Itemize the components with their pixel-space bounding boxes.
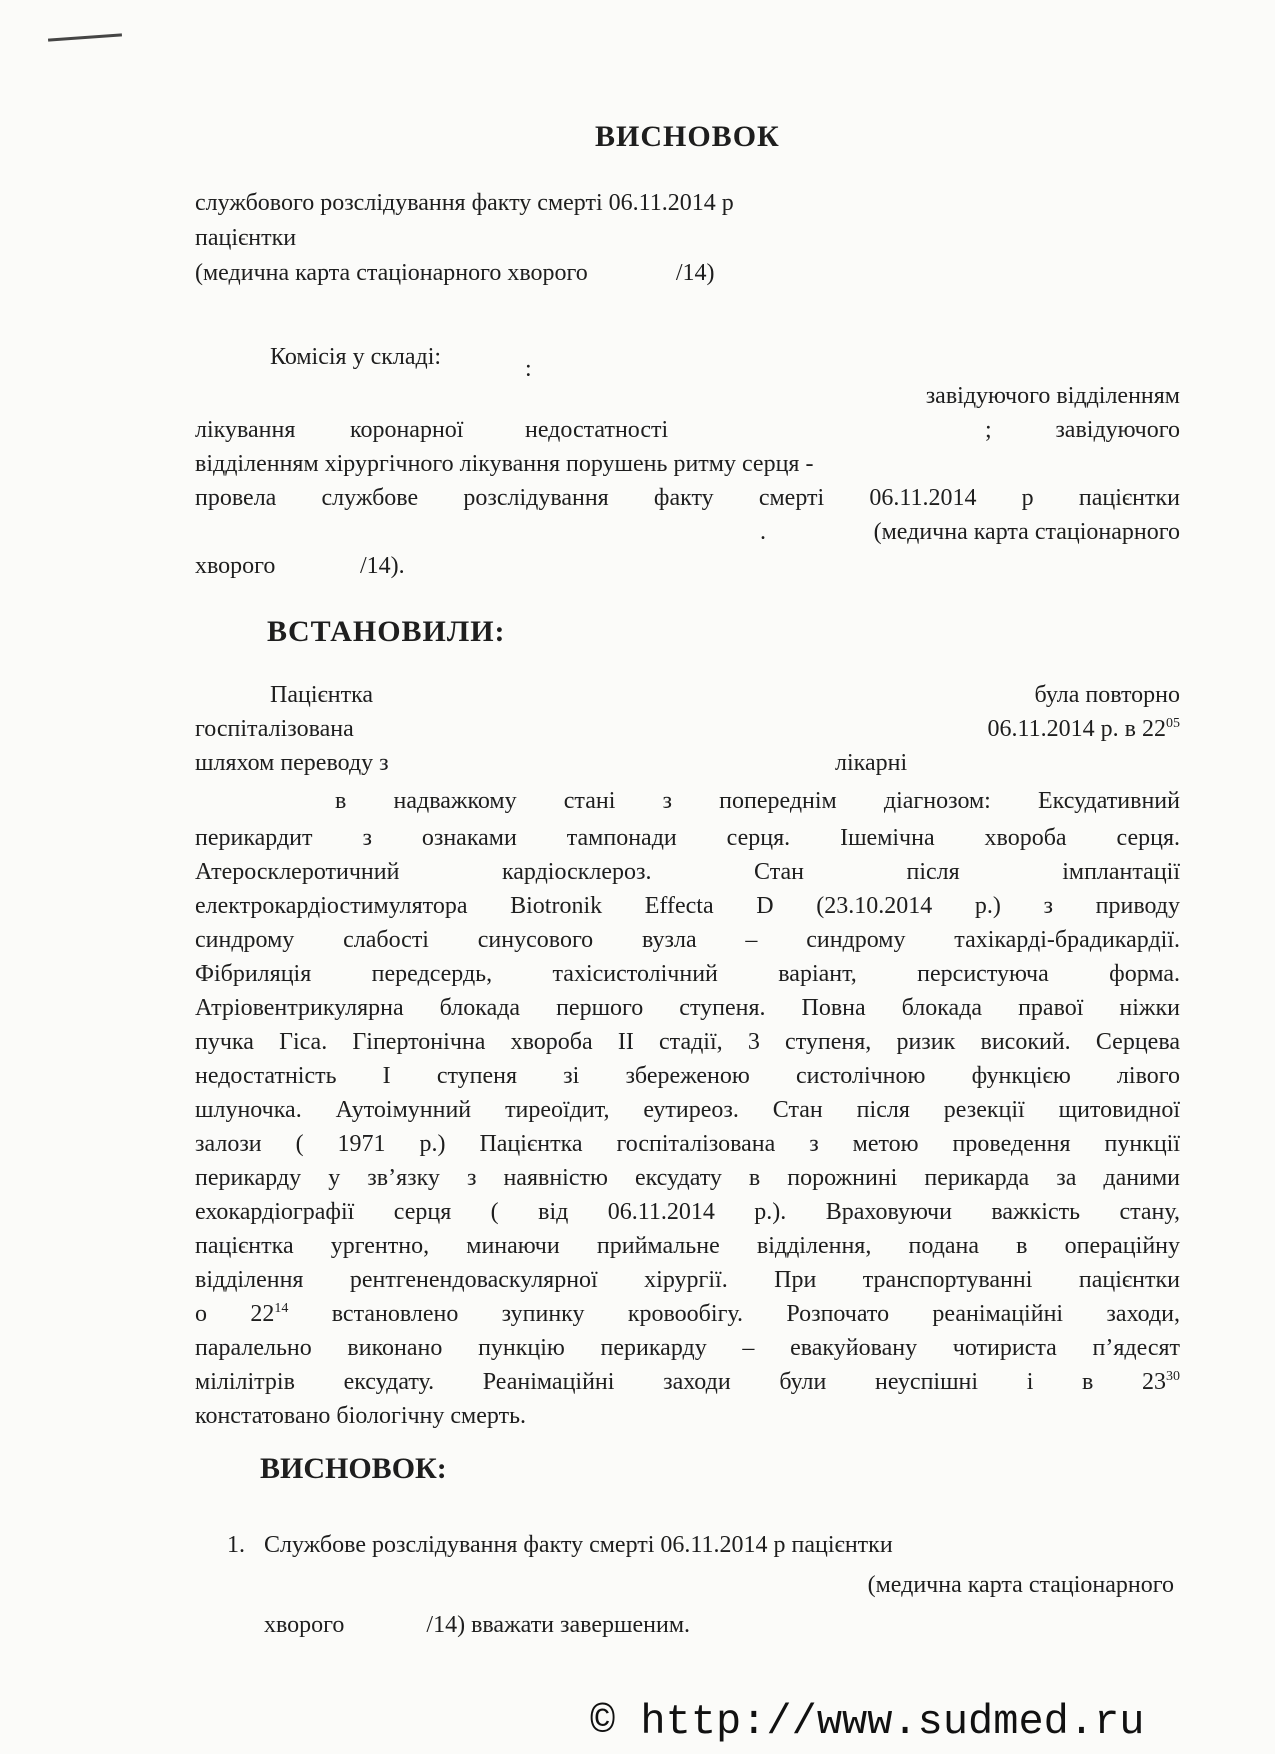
commission-line-3: відділенням хірургічного лікування порушень ритму серця - [195, 451, 814, 477]
intro-line-2: пацієнтки [195, 225, 297, 251]
commission-colon: : [525, 356, 532, 382]
document-page: ВИСНОВОК службового розслідування факту смерті 06.11.2014 р пацієнтки (медична карта стаціонарного хворого /14) Комісія у складі: : завідуючого відділенням лікування коронарної недостатності ; завідуючого відділенням хірургічного лікування порушень ритму серця - провела службове розслідування факту смерті 06.11.2014 р пацієнтки . (медична карта стаціонарного хворого /14). ВСТАНОВИЛИ: Пацієнтка була повторно госпіталізована 06.11.2014 р. в $22^{05}$ шляхом переводу з лікарні в надважкому стані з попереднім діагнозом: Ексудативний перикардит з ознаками тампонади серця. Ішемічна хвороба серця. Атеросклеротичний кардіосклероз. Стан після імплантації електрокардіостимулятора Biotronik Effecta D (23.10.2014 р.) з приводу синдрому слабості синусового вузла – синдрому тахікарді-брадикардії. Фібриляція передсердь, тахісистолічний варіант, персистуюча форма. Атріовентрикулярна блокада першого ступеня. Повна блокада правої ніжки пучка Гіса. Гіпертонічна хвороба II стадії, 3 ступеня, ризик високий. Серцева недостатність I ступеня зі збереженою систолічною функцією лівого шлуночка. Аутоімунний тиреоїдит, еутиреоз. Стан після резекції щитовидної залози ( 1971 р.) Пацієнтка госпіталізована з метою проведення пункції перикарду у зв’язку з наявністю ексудату в порожнині перикарда за даними ехокардіографії серця ( від 06.11.2014 р.). Враховуючи важкість стану, пацієнтка ургентно, минаючи приймальне відділення, подана в операційну відділення рентгенендоваскулярної хірургії. При транспортуванні пацієнтки о $22^{14}$ встановлено зупинку кровообігу. Розпочато реанімаційні заходи, паралельно виконано пункцію перикарду – евакуйовану чотириста п’ядесят мілілітрів ексудату. Реанімаційні заходи були неуспішні і в $23^{30}$ констатовано біологічну смерть. ВИСНОВОК: 1. Службове розслідування факту смерті 06.11.2014 р пацієнтки (медична карта стаціонарного хворого /14) вважати завершеним. [195, 0, 1180, 1754]
intro-block [195, 186, 915, 291]
commission-label: Комісія у складі: : [270, 344, 532, 382]
established-heading: ВСТАНОВИЛИ: [267, 615, 506, 648]
intro-line-1: службового розслідування факту смерті 06.11.2014 р [195, 190, 734, 216]
intro-line-3-number: /14) [675, 260, 715, 286]
watermark: © http://www.sudmed.ru [590, 1698, 1145, 1746]
established-line-19: о $22^{14}$ встановлено зупинку кровообігу. Розпочато реанімаційні заходи, [195, 1301, 1181, 1327]
conclusion-line-1: Службове розслідування факту смерті 06.11.2014 р пацієнтки [264, 1532, 893, 1558]
intro-line-3 [195, 256, 915, 291]
commission-line-4: провела службове розслідування факту смерті 06.11.2014 р пацієнтки [195, 485, 1180, 511]
established-body: перикардит з ознаками тампонади серця. Ішемічна хвороба серця. Атеросклеротичний кардіосклероз. Стан після імплантації електрокардіостимулятора Biotronik Effecta D (23.10.2014 р.) з приводу синдрому слабості синусового вузла – синдрому тахікарді-брадикардії. Фібриляція передсердь, тахісистолічний варіант, персистуюча форма. Атріовентрикулярна блокада першого ступеня. Повна блокада правої ніжки пучка Гіса. Гіпертонічна хвороба II стадії, 3 ступеня, ризик високий. Серцева недостатність I ступеня зі збереженою систолічною функцією лівого шлуночка. Аутоімунний тиреоїдит, еутиреоз. Стан після резекції щитовидної залози ( 1971 р.) Пацієнтка госпіталізована з метою проведення пункції перикарду у зв’язку з наявністю ексудату в порожнині перикарда за даними ехокардіографії серця ( від 06.11.2014 р.). Враховуючи важкість стану, пацієнтка ургентно, минаючи приймальне відділення, подана в операційну відділення рентгенендоваскулярної хірургії. При транспортуванні пацієнтки о $22^{14}$ встановлено зупинку кровообігу. Розпочато реанімаційні заходи, паралельно виконано пункцію перикарду – евакуйовану чотириста п’ядесят мілілітрів ексудату. Реанімаційні заходи були неуспішні і в $23^{30}$ констатовано біологічну смерть. [195, 825, 1181, 1429]
conclusion-line-2: (медична карта стаціонарного [867, 1572, 1174, 1598]
conclusion-line-3: хворого /14) вважати завершеним. [264, 1612, 691, 1638]
conclusion-item-number: 1. [227, 1532, 245, 1558]
document-title: ВИСНОВОК [595, 120, 780, 153]
established-line-21: мілілітрів ексудату. Реанімаційні заходи були неуспішні і в $23^{30}$ [195, 1369, 1180, 1395]
scan-edge-mark [48, 33, 122, 41]
intro-line-3-text: (медична карта стаціонарного хворого [195, 260, 588, 286]
conclusion-heading: ВИСНОВОК: [260, 1452, 447, 1485]
